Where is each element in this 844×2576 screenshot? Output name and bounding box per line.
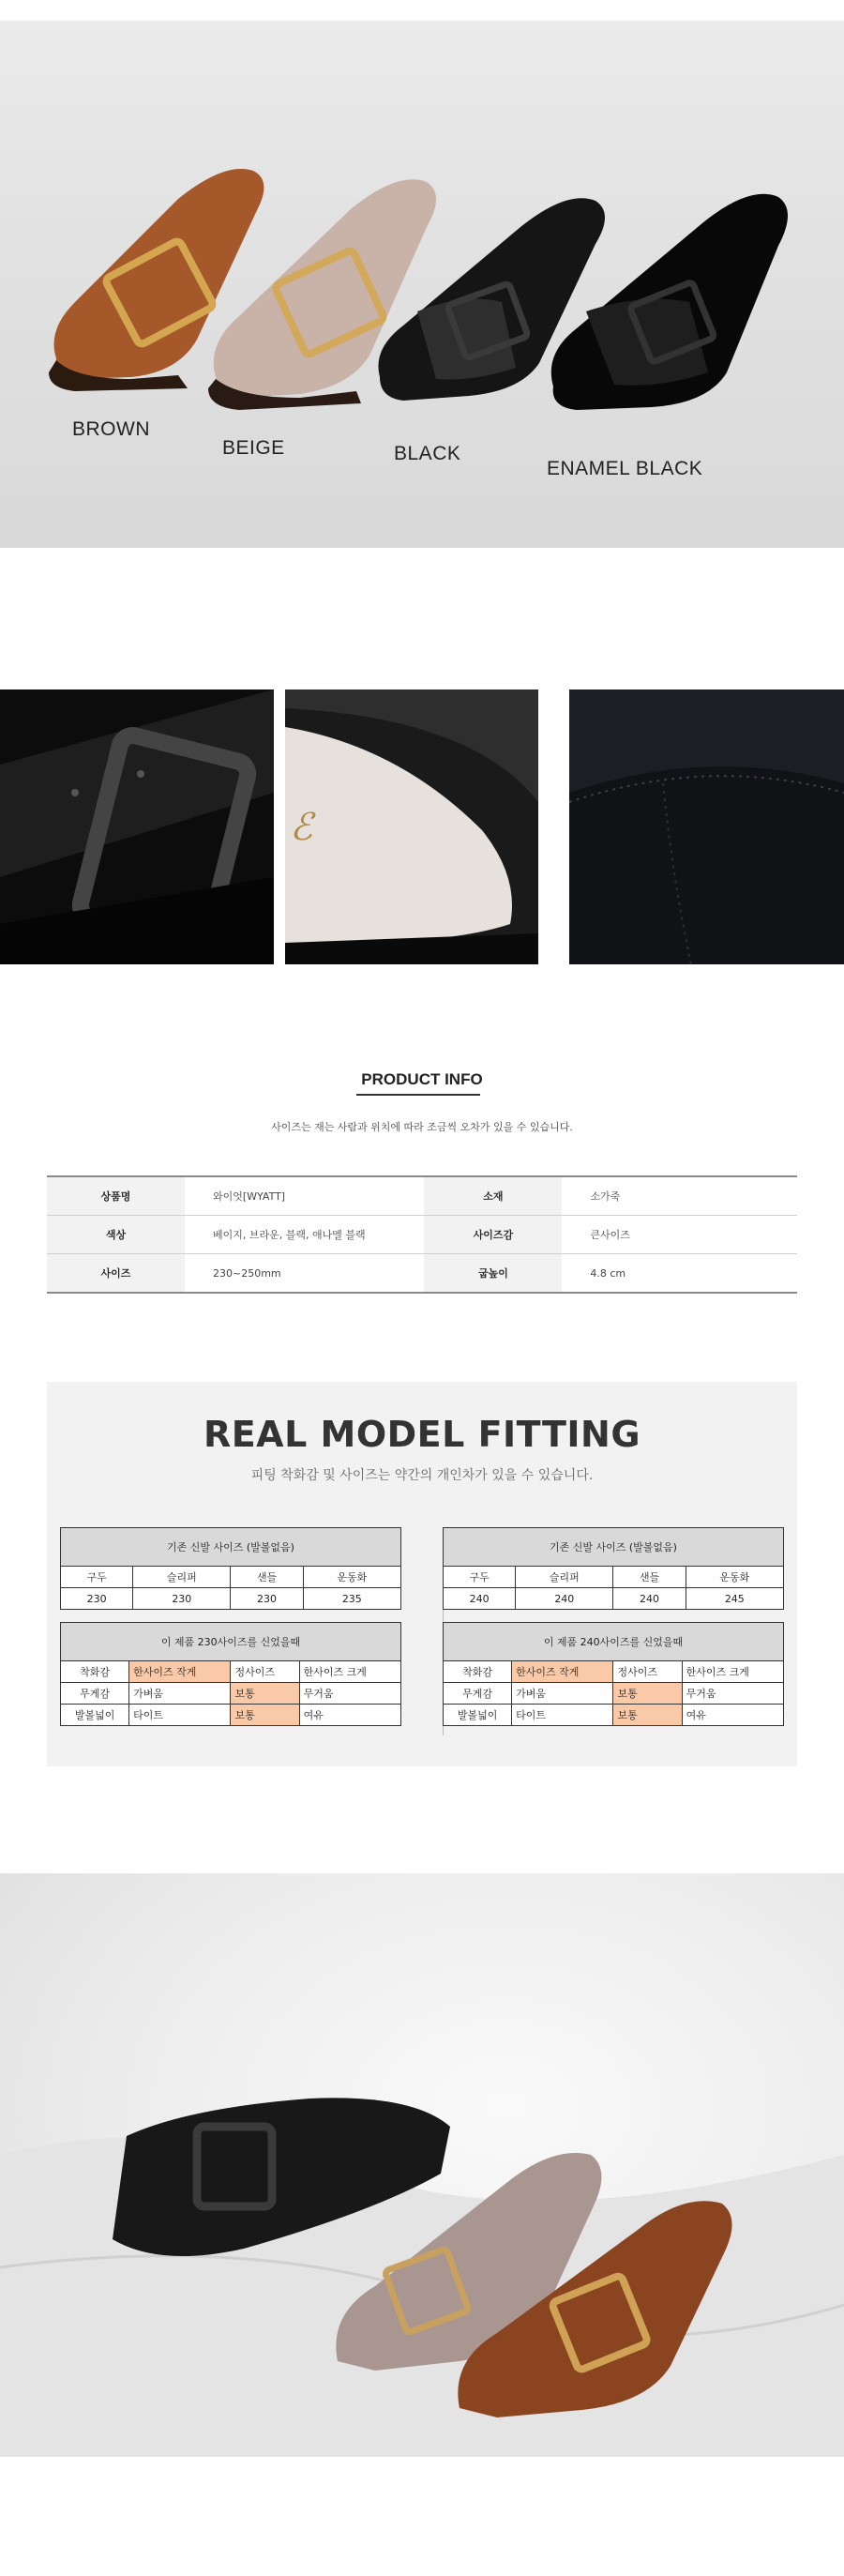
color-label-beige: BEIGE xyxy=(222,437,285,459)
product-info-underline xyxy=(356,1094,480,1096)
wear-label: 발볼넓이 xyxy=(61,1705,129,1726)
size-value: 230 xyxy=(61,1588,133,1610)
info-value: 4.8 cm xyxy=(562,1254,797,1294)
wear-option: 한사이즈 크게 xyxy=(682,1661,783,1683)
wear-option: 무거움 xyxy=(299,1683,400,1705)
shoe-type: 슬리퍼 xyxy=(516,1567,613,1588)
info-value: 230~250mm xyxy=(185,1254,424,1294)
detail-photo-insole xyxy=(285,689,538,964)
wear-option: 타이트 xyxy=(512,1705,613,1726)
fitting-subtitle: 피팅 착화감 및 사이즈는 약간의 개인차가 있을 수 있습니다. xyxy=(250,1468,594,1483)
wear-option-selected: 보통 xyxy=(231,1705,299,1726)
enamel-black-loafer-image xyxy=(530,152,811,452)
size-value: 230 xyxy=(133,1588,231,1610)
table-row xyxy=(47,1176,797,1216)
wear-option: 여유 xyxy=(299,1705,400,1726)
wear-option-selected: 보통 xyxy=(613,1705,682,1726)
wear-label: 무게감 xyxy=(61,1683,129,1705)
info-value: 베이지, 브라운, 블랙, 애나멜 블랙 xyxy=(185,1216,424,1254)
info-header: 상품명 xyxy=(47,1176,185,1216)
shoe-type: 샌들 xyxy=(613,1567,686,1588)
shoe-type: 슬리퍼 xyxy=(133,1567,231,1588)
shoe-type: 샌들 xyxy=(231,1567,303,1588)
wear-table-230 xyxy=(60,1622,401,1726)
size-header: 기존 신발 사이즈 (발볼없음) xyxy=(444,1528,784,1567)
size-value: 240 xyxy=(516,1588,613,1610)
size-notice: 사이즈는 재는 사람과 위치에 따라 조금씩 오차가 있을 수 있습니다. xyxy=(271,1121,573,1133)
shoe-type: 구두 xyxy=(444,1567,516,1588)
wear-option-selected: 한사이즈 작게 xyxy=(512,1661,613,1683)
wear-label: 무게감 xyxy=(444,1683,512,1705)
color-label-black: BLACK xyxy=(394,443,461,464)
size-value: 245 xyxy=(686,1588,783,1610)
svg-text:ℰ: ℰ xyxy=(290,806,313,849)
size-value: 240 xyxy=(613,1588,686,1610)
detail-photo-stitching xyxy=(569,689,844,964)
info-header: 소재 xyxy=(424,1176,562,1216)
color-variants-photo xyxy=(0,21,844,548)
wear-option-selected: 보통 xyxy=(231,1683,299,1705)
shoe-type: 운동화 xyxy=(686,1567,783,1588)
size-value: 230 xyxy=(231,1588,303,1610)
wear-option: 여유 xyxy=(682,1705,783,1726)
wear-label: 발볼넓이 xyxy=(444,1705,512,1726)
table-row xyxy=(47,1216,797,1254)
wear-label: 착화감 xyxy=(444,1661,512,1683)
detail-photo-buckle xyxy=(0,689,274,964)
info-header: 사이즈 xyxy=(47,1254,185,1294)
info-value: 큰사이즈 xyxy=(562,1216,797,1254)
wear-option: 한사이즈 크게 xyxy=(299,1661,400,1683)
color-label-brown: BROWN xyxy=(72,418,150,440)
wear-option-selected: 보통 xyxy=(613,1683,682,1705)
size-table-240 xyxy=(443,1527,784,1610)
info-header: 색상 xyxy=(47,1216,185,1254)
wear-option: 가벼움 xyxy=(512,1683,613,1705)
shoe-type: 운동화 xyxy=(303,1567,400,1588)
product-info-title: PRODUCT INFO xyxy=(361,1070,483,1088)
info-header: 굽높이 xyxy=(424,1254,562,1294)
table-row xyxy=(47,1254,797,1294)
size-table-230 xyxy=(60,1527,401,1610)
size-header: 기존 신발 사이즈 (발볼없음) xyxy=(61,1528,401,1567)
size-value: 235 xyxy=(303,1588,400,1610)
wear-option: 정사이즈 xyxy=(613,1661,682,1683)
wear-table-240 xyxy=(443,1622,784,1726)
lifestyle-photo xyxy=(0,1873,844,2457)
wear-option: 무거움 xyxy=(682,1683,783,1705)
color-label-enamel-black: ENAMEL BLACK xyxy=(547,458,703,479)
fitting-title: REAL MODEL FITTING xyxy=(203,1414,641,1455)
product-info-table xyxy=(47,1175,797,1294)
wear-option: 타이트 xyxy=(129,1705,231,1726)
wear-header: 이 제품 240사이즈를 신었을때 xyxy=(444,1623,784,1661)
info-header: 사이즈감 xyxy=(424,1216,562,1254)
wear-label: 착화감 xyxy=(61,1661,129,1683)
info-value: 와이엇[WYATT] xyxy=(185,1176,424,1216)
wear-header: 이 제품 230사이즈를 신었을때 xyxy=(61,1623,401,1661)
wear-option: 가벼움 xyxy=(129,1683,231,1705)
wear-option: 정사이즈 xyxy=(231,1661,299,1683)
wear-option-selected: 한사이즈 작게 xyxy=(129,1661,231,1683)
size-value: 240 xyxy=(444,1588,516,1610)
shoe-type: 구두 xyxy=(61,1567,133,1588)
info-value: 소가죽 xyxy=(562,1176,797,1216)
